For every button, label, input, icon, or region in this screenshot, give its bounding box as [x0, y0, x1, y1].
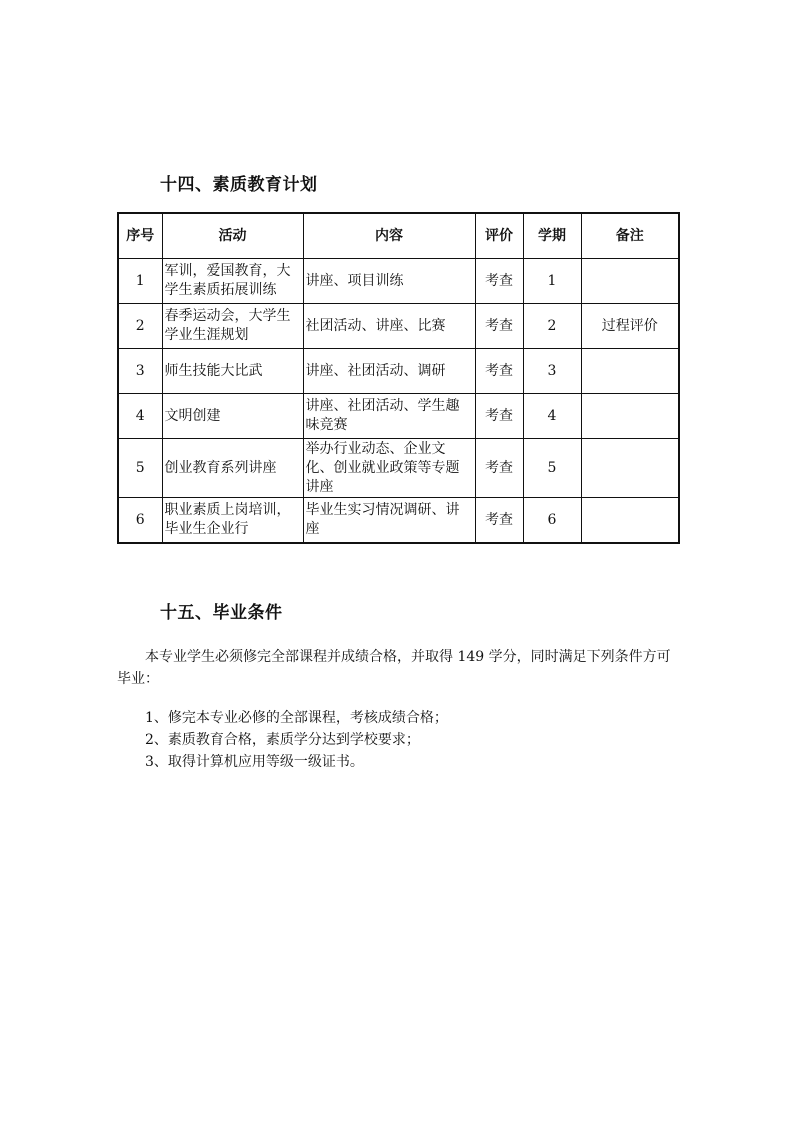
cell-evaluation: 考查	[475, 349, 523, 394]
table-row	[118, 304, 679, 349]
cell-note	[581, 349, 679, 394]
cell-no: 3	[118, 349, 162, 394]
table-row	[118, 394, 679, 439]
header-content: 内容	[303, 213, 475, 259]
graduation-condition: 1、修完本专业必修的全部课程，考核成绩合格；	[145, 710, 448, 726]
cell-evaluation: 考查	[475, 259, 523, 304]
cell-no: 2	[118, 304, 162, 349]
cell-activity: 职业素质上岗培训，毕业生企业行	[162, 498, 303, 544]
cell-content: 讲座、社团活动、调研	[303, 349, 475, 394]
cell-semester: 1	[523, 259, 581, 304]
cell-semester: 5	[523, 439, 581, 498]
table-row	[118, 439, 679, 498]
cell-evaluation: 考查	[475, 439, 523, 498]
section-14-title: 十四、素质教育计划	[160, 175, 318, 195]
cell-no: 1	[118, 259, 162, 304]
table-row	[118, 349, 679, 394]
quality-education-plan-table	[117, 212, 680, 544]
cell-no: 6	[118, 498, 162, 544]
table-row	[118, 259, 679, 304]
cell-content: 毕业生实习情况调研、讲座	[303, 498, 475, 544]
graduation-intro-paragraph: 本专业学生必须修完全部课程并成绩合格，并取得 149 学分，同时满足下列条件方可毕业：	[117, 649, 671, 687]
cell-evaluation: 考查	[475, 498, 523, 544]
table-header-row	[118, 213, 679, 259]
cell-content: 举办行业动态、企业文化、创业就业政策等专题讲座	[303, 439, 475, 498]
cell-activity: 春季运动会，大学生学业生涯规划	[162, 304, 303, 349]
graduation-condition: 3、取得计算机应用等级一级证书。	[145, 754, 364, 770]
cell-activity: 师生技能大比武	[162, 349, 303, 394]
cell-note	[581, 439, 679, 498]
cell-semester: 4	[523, 394, 581, 439]
cell-note: 过程评价	[581, 304, 679, 349]
header-note: 备注	[581, 213, 679, 259]
cell-content: 社团活动、讲座、比赛	[303, 304, 475, 349]
section-15-title: 十五、毕业条件	[160, 603, 283, 623]
cell-semester: 6	[523, 498, 581, 544]
cell-evaluation: 考查	[475, 304, 523, 349]
cell-note	[581, 259, 679, 304]
cell-content: 讲座、社团活动、学生趣味竞赛	[303, 394, 475, 439]
cell-no: 4	[118, 394, 162, 439]
cell-note	[581, 498, 679, 544]
table-row	[118, 498, 679, 544]
header-evaluation: 评价	[475, 213, 523, 259]
cell-semester: 2	[523, 304, 581, 349]
cell-activity: 军训，爱国教育，大学生素质拓展训练	[162, 259, 303, 304]
header-activity: 活动	[162, 213, 303, 259]
cell-no: 5	[118, 439, 162, 498]
header-semester: 学期	[523, 213, 581, 259]
cell-evaluation: 考查	[475, 394, 523, 439]
cell-activity: 创业教育系列讲座	[162, 439, 303, 498]
cell-note	[581, 394, 679, 439]
header-no: 序号	[118, 213, 162, 259]
cell-semester: 3	[523, 349, 581, 394]
cell-activity: 文明创建	[162, 394, 303, 439]
graduation-condition: 2、素质教育合格，素质学分达到学校要求；	[145, 732, 420, 748]
cell-content: 讲座、项目训练	[303, 259, 475, 304]
